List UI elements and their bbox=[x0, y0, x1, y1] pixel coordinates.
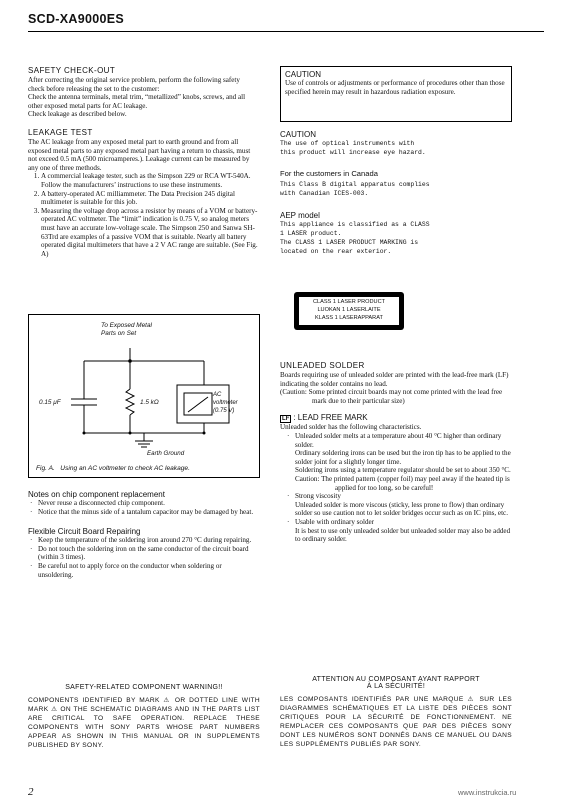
warning-fr-title1: ATTENTION AU COMPOSANT AYANT RAPPORT bbox=[312, 676, 480, 683]
unleaded-caution: (Caution: Some printed circuit boards may not come printed with the lead free mark due to their particular size) bbox=[280, 388, 503, 405]
chip-item-1: · Never reuse a disconnected chip component. bbox=[38, 499, 258, 508]
leakage-method-1: 1. A commercial leakage tester, such as the Simpson 229 or RCA WT-540A. Follow the manufacturers’ instructions to use these instruments. bbox=[41, 172, 258, 189]
caution-box-body: Use of controls or adjustments or performance of procedures other than those specified herein may result in hazardous radiation exposure. bbox=[285, 79, 505, 96]
aep-title: AEP model bbox=[280, 211, 320, 220]
header-rule bbox=[28, 31, 544, 32]
lf-title: : LEAD FREE MARK bbox=[293, 413, 368, 423]
caution-box-title: CAUTION bbox=[285, 70, 321, 79]
leakage-method-3: 3. Measuring the voltage drop across a resistor by means of a VOM or battery-operated AC voltmeter. The “limit” indication is 0.75 V, so analog meters must have an accurate low-voltage scale. The Simpson 250 and Sanwa SH-63Trd are examples of a passive VOM that is suitable. Nearly all battery operated digital multimeters that have a 2 V AC range are suitable. (See Fig. A) bbox=[41, 207, 258, 259]
safety-check: Check the antenna terminals, metal trim, “metallized” knobs, screws, and all other exposed metal parts for AC leakage. bbox=[28, 93, 246, 110]
lf-item-3a: It is best to use only unleaded solder but unleaded solder may also be added to ordinary solder. bbox=[295, 526, 511, 544]
caution2-title: CAUTION bbox=[280, 130, 316, 139]
laser-label-line-2: LUOKAN 1 LASERLAITE bbox=[317, 306, 381, 313]
safety-title: SAFETY CHECK-OUT bbox=[28, 66, 116, 75]
chip-list bbox=[28, 499, 258, 516]
laser-label bbox=[294, 292, 404, 330]
lf-item-1b: Soldering irons using a temperature regulator should be set to about 350 °C. bbox=[295, 466, 511, 475]
flex-list bbox=[28, 536, 258, 579]
warning-fr-body: LES COMPOSANTS IDENTIFIÉS PAR UNE MARQUE ⚠ SUR LES DIAGRAMMES SCHÉMATIQUES ET LA LISTE DES PIÈCES SONT CRITIQUES POUR LA SÉCURITÉ DE FONCTIONNEMENT. NE REMPLACER CES COMPOSANTS QUE PAR DES PIÈCES SONY DONT LES NUMÉROS SONT DONNÉS DANS CE MANUEL OU DANS LES SUPPLÉMENTS PUBLIÉS PAR SONY. bbox=[280, 696, 512, 748]
unleaded-body: Boards requiring use of unleaded solder are printed with the lead-free mark (LF) indicating the solder contains no lead. bbox=[280, 371, 509, 388]
model-title: SCD-XA9000ES bbox=[28, 12, 125, 26]
caution2-body: The use of optical instruments with this product will increase eye hazard. bbox=[280, 140, 426, 156]
fig-res-label: 1.5 kΩ bbox=[140, 399, 159, 406]
figure-a bbox=[28, 314, 260, 478]
canada-body: This Class B digital apparatus complies with Canadian ICES-003. bbox=[280, 181, 430, 197]
laser-label-line-1: CLASS 1 LASER PRODUCT bbox=[312, 299, 386, 305]
safety-desc: Check leakage as described below. bbox=[28, 110, 127, 119]
warning-fr bbox=[280, 676, 512, 749]
notes-column bbox=[28, 490, 258, 579]
unleaded-section bbox=[280, 361, 512, 544]
lf-item-1a: Ordinary soldering irons can be used but the iron tip has to be applied to the solder joint for a slightly longer time. bbox=[295, 449, 511, 466]
laser-label-inner bbox=[299, 297, 399, 325]
flex-item-1: · Keep the temperature of the soldering iron around 270 °C during repairing. bbox=[38, 536, 258, 545]
leakage-intro: The AC leakage from any exposed metal part to earth ground and from all exposed metal parts to any exposed metal part having a return to chassis, must not exceed 0.5 mA (500 microamperes.). Leakage current can be measured by any one of three methods. bbox=[28, 137, 251, 172]
flex-item-3: · Be careful not to apply force on the conductor when soldering or unsoldering. bbox=[38, 562, 258, 579]
lf-item-2-text: · Strong viscosity bbox=[295, 492, 341, 501]
flex-title: Flexible Circuit Board Repairing bbox=[28, 527, 141, 537]
warning-en-title: SAFETY-RELATED COMPONENT WARNING!! bbox=[65, 684, 223, 691]
lf-item-3-text: · Usable with ordinary solder bbox=[295, 517, 374, 526]
leakage-body bbox=[28, 138, 258, 258]
chip-item-2: · Notice that the minus side of a tantalum capacitor may be damaged by heat. bbox=[38, 508, 258, 517]
unleaded-title: UNLEADED SOLDER bbox=[280, 361, 365, 370]
fig-ground-label: Earth Ground bbox=[147, 450, 185, 457]
lf-item-2 bbox=[295, 492, 512, 518]
aep-body2: The CLASS 1 LASER PRODUCT MARKING is located on the rear exterior. bbox=[280, 239, 419, 255]
fig-meter-label: AC voltmeter (0.75 V) bbox=[213, 392, 238, 414]
aep-body1: This appliance is classified as a CLASS 1 LASER product. bbox=[280, 221, 430, 237]
warning-en bbox=[28, 684, 260, 750]
safety-body bbox=[28, 76, 258, 119]
lf-item-1-text: · Unleaded solder melts at a temperature about 40 °C higher than ordinary solder. bbox=[295, 431, 502, 449]
fig-caption: Fig. A. Using an AC voltmeter to check AC leakage. bbox=[36, 465, 190, 472]
leakage-title: LEAKAGE TEST bbox=[28, 127, 93, 137]
watermark: www.instrukcia.ru bbox=[458, 788, 517, 797]
fig-cap-label: 0.15 μF bbox=[39, 399, 61, 406]
laser-label-line-3: KLASS 1 LASERAPPARAT bbox=[315, 314, 383, 321]
fig-top-label: To Exposed Metal Parts on Set bbox=[101, 322, 152, 337]
lf-item-1 bbox=[295, 432, 512, 492]
leakage-methods bbox=[28, 172, 258, 258]
warning-en-body: COMPONENTS IDENTIFIED BY MARK ⚠ OR DOTTED LINE WITH MARK ⚠ ON THE SCHEMATIC DIAGRAMS AND IN THE PARTS LIST ARE CRITICAL TO SAFE OPERATION. REPLACE THESE COMPONENTS WITH SONY PARTS WHOSE PART NUMBERS APPEAR AS SHOWN IN THIS MANUAL OR IN SUPPLEMENTS PUBLISHED BY SONY. bbox=[28, 697, 260, 749]
lf-list bbox=[280, 432, 512, 544]
lf-intro: Unleaded solder has the following characteristics. bbox=[280, 423, 422, 432]
left-column bbox=[28, 66, 258, 258]
warning-fr-title2: À LA SÉCURITÉ! bbox=[366, 683, 426, 690]
caution-box bbox=[280, 66, 512, 122]
page-number: 2 bbox=[28, 786, 34, 798]
lf-mark-icon: LF bbox=[282, 416, 290, 423]
leakage-method-2: 2. A battery-operated AC milliammeter. The Data Precision 245 digital multimeter is suitable for this job. bbox=[41, 190, 258, 207]
canada-title: For the customers in Canada bbox=[280, 169, 378, 178]
right-column bbox=[280, 130, 512, 256]
lf-item-3 bbox=[295, 518, 512, 544]
chip-title: Notes on chip component replacement bbox=[28, 490, 165, 499]
lf-item-1c: Caution: The printed pattern (copper foil) may peel away if the heated tip is applied for too long, so be careful! bbox=[295, 474, 510, 492]
safety-intro: After correcting the original service problem, perform the following safety check before releasing the set to the customer: bbox=[28, 76, 240, 93]
lf-heading bbox=[280, 413, 512, 423]
lf-item-2a: Unleaded solder is more viscous (sticky, less prone to flow) than ordinary solder so use caution not to let solder bridges occur such as on IC pins, etc. bbox=[295, 500, 508, 518]
flex-item-2: · Do not touch the soldering iron on the same conductor of the circuit board (within 3 times). bbox=[38, 545, 258, 562]
